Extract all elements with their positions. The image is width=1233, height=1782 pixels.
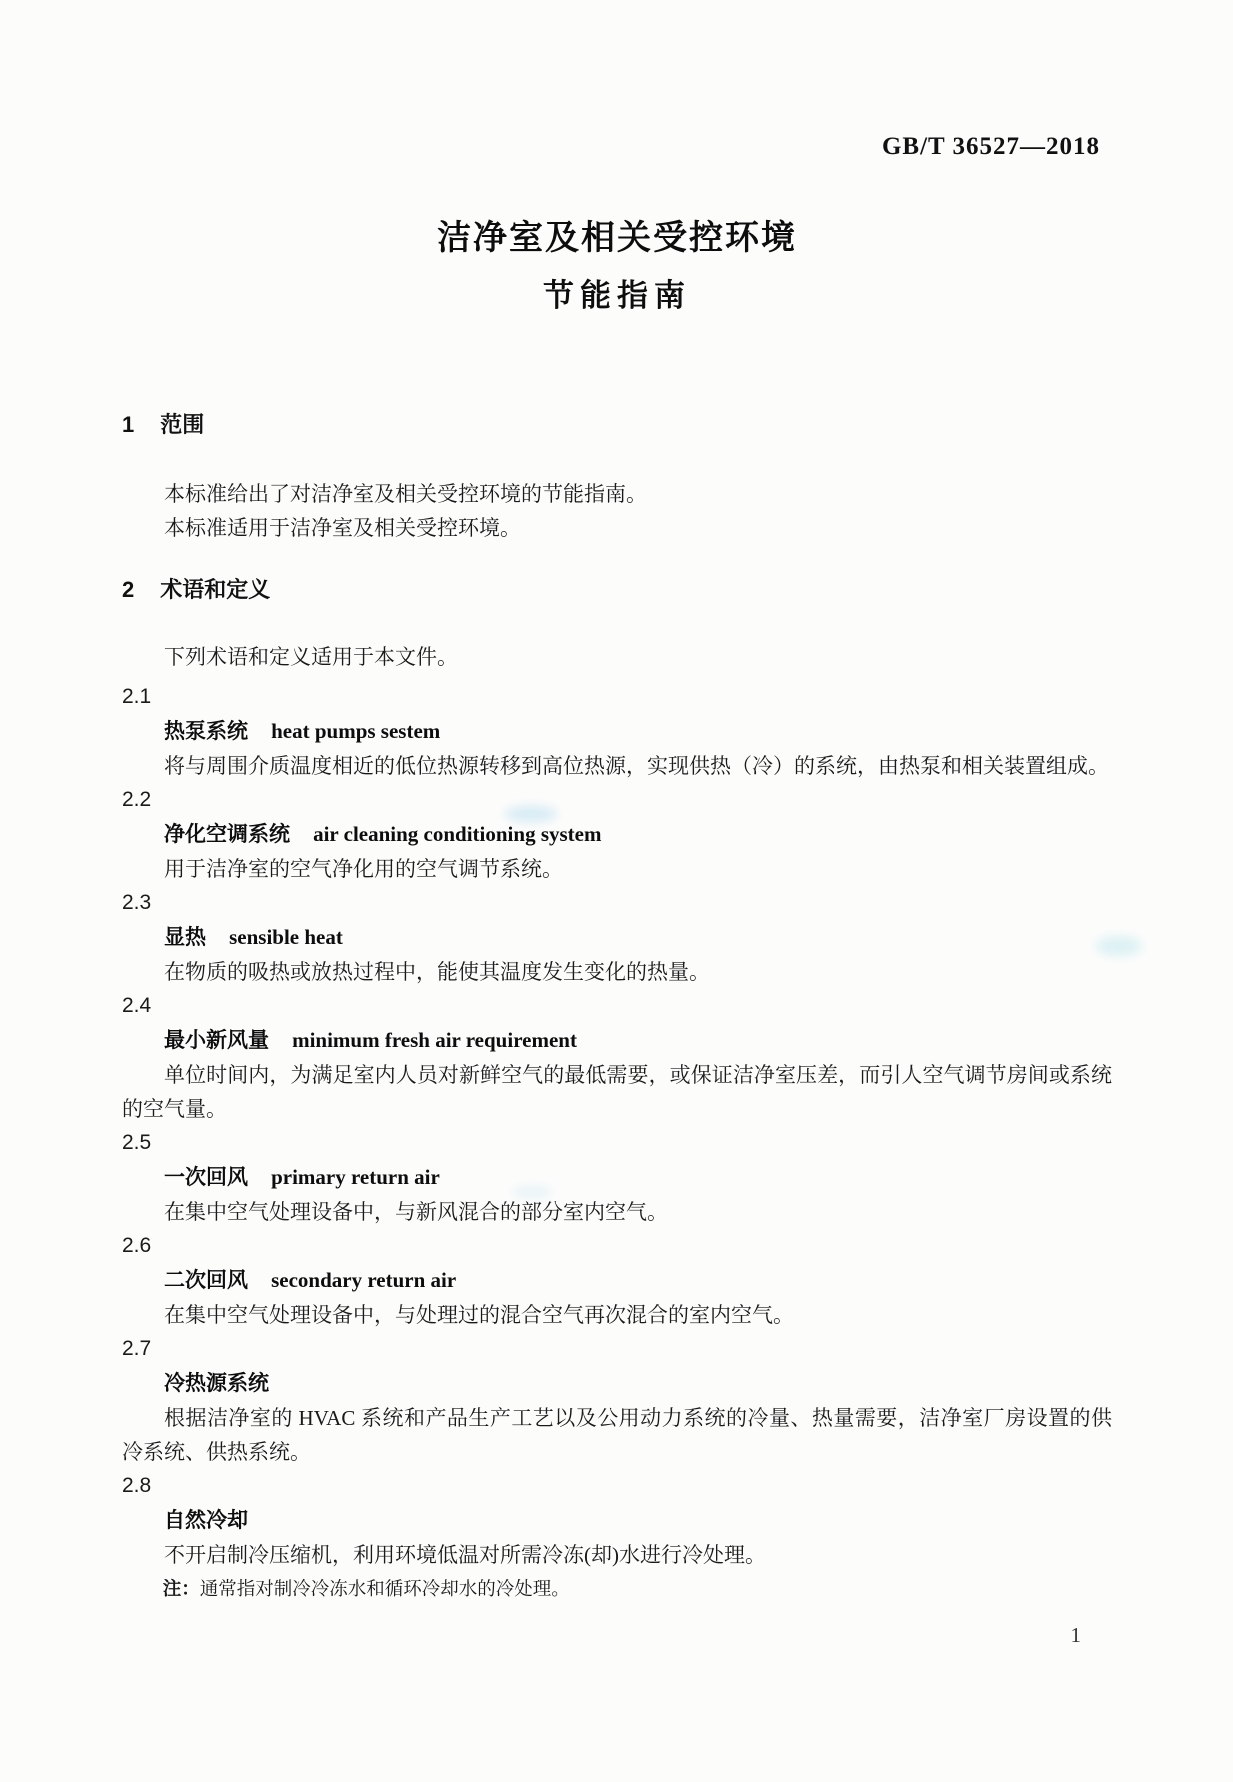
document-title-line1: 洁净室及相关受控环境: [437, 219, 797, 257]
document-title-line2: 节能指南: [543, 278, 691, 313]
term-entry: [122, 989, 1112, 1126]
term-heading: [122, 920, 1112, 955]
clause-2-title: 术语和定义: [160, 577, 271, 602]
term-zh: 热泵系统: [164, 720, 248, 743]
page-number: 1: [1070, 1623, 1081, 1647]
clause-1-number: 1: [122, 412, 135, 437]
term-zh: 净化空调系统: [164, 823, 290, 846]
clause-1-heading: [122, 410, 1112, 440]
note-text: 通常指对制冷冷冻水和循环冷却水的冷处理。: [199, 1580, 570, 1600]
term-definition: 不开启制冷压缩机，利用环境低温对所需冷冻(却)水进行冷处理。: [164, 1543, 766, 1567]
term-number: 2.1: [122, 685, 152, 708]
term-en: minimum fresh air requirement: [292, 1028, 577, 1052]
term-heading: [122, 1503, 1112, 1538]
term-note: [122, 1572, 1112, 1607]
term-definition: 在集中空气处理设备中，与新风混合的部分室内空气。: [164, 1200, 668, 1224]
term-zh: 最小新风量: [164, 1029, 269, 1052]
clause-2-heading: [122, 575, 1112, 605]
term-zh: 冷热源系统: [164, 1372, 269, 1395]
term-number: 2.5: [122, 1131, 152, 1154]
note-label: 注：: [162, 1578, 200, 1599]
term-en: sensible heat: [229, 925, 343, 949]
term-heading: [122, 1023, 1112, 1058]
term-number: 2.3: [122, 891, 152, 914]
term-definition: 在物质的吸热或放热过程中，能使其温度发生变化的热量。: [164, 960, 710, 984]
standard-code: GB/T 36527—2018: [881, 133, 1100, 160]
term-en: heat pumps sestem: [271, 719, 441, 743]
clause-2-number: 2: [122, 577, 135, 602]
term-zh: 二次回风: [164, 1269, 248, 1292]
term-heading: [122, 817, 1112, 852]
term-entry: [122, 1126, 1112, 1229]
term-entry: [122, 680, 1112, 783]
term-entry: [122, 783, 1112, 886]
term-entry: [122, 886, 1112, 989]
term-heading: [122, 714, 1112, 749]
term-zh: 一次回风: [164, 1166, 248, 1189]
clause-1-body: [122, 477, 1112, 545]
term-definition: 根据洁净室的 HVAC 系统和产品生产工艺以及公用动力系统的冷量、热量需要，洁净室厂房设置的供冷系统、供热系统。: [122, 1406, 1112, 1464]
term-number: 2.8: [122, 1474, 152, 1497]
term-number: 2.6: [122, 1234, 152, 1257]
term-en: primary return air: [271, 1165, 440, 1189]
term-definition: 单位时间内，为满足室内人员对新鲜空气的最低需要，或保证洁净室压差，而引人空气调节房间或系统的空气量。: [122, 1063, 1112, 1121]
terms-intro: 下列术语和定义适用于本文件。: [164, 645, 458, 669]
term-number: 2.2: [122, 788, 152, 811]
term-en: secondary return air: [271, 1268, 457, 1292]
scope-paragraph: 本标准给出了对洁净室及相关受控环境的节能指南。: [164, 482, 647, 506]
term-en: air cleaning conditioning system: [313, 822, 602, 846]
term-definition: 在集中空气处理设备中，与处理过的混合空气再次混合的室内空气。: [164, 1303, 794, 1327]
term-heading: [122, 1263, 1112, 1298]
term-number: 2.4: [122, 994, 152, 1017]
term-entry: [122, 1229, 1112, 1332]
term-zh: 自然冷却: [164, 1509, 248, 1532]
term-definition: 用于洁净室的空气净化用的空气调节系统。: [164, 857, 563, 881]
term-definition: 将与周围介质温度相近的低位热源转移到高位热源，实现供热（冷）的系统，由热泵和相关装置组成。: [164, 754, 1109, 778]
terms-list: [122, 680, 1112, 1607]
term-heading: [122, 1160, 1112, 1195]
term-heading: [122, 1366, 1112, 1401]
clause-1-title: 范围: [160, 412, 205, 437]
scope-paragraph: 本标准适用于洁净室及相关受控环境。: [164, 516, 521, 540]
term-zh: 显热: [164, 926, 206, 949]
term-entry: [122, 1469, 1112, 1607]
term-number: 2.7: [122, 1337, 152, 1360]
term-entry: [122, 1332, 1112, 1469]
page-content: [122, 132, 1112, 1607]
